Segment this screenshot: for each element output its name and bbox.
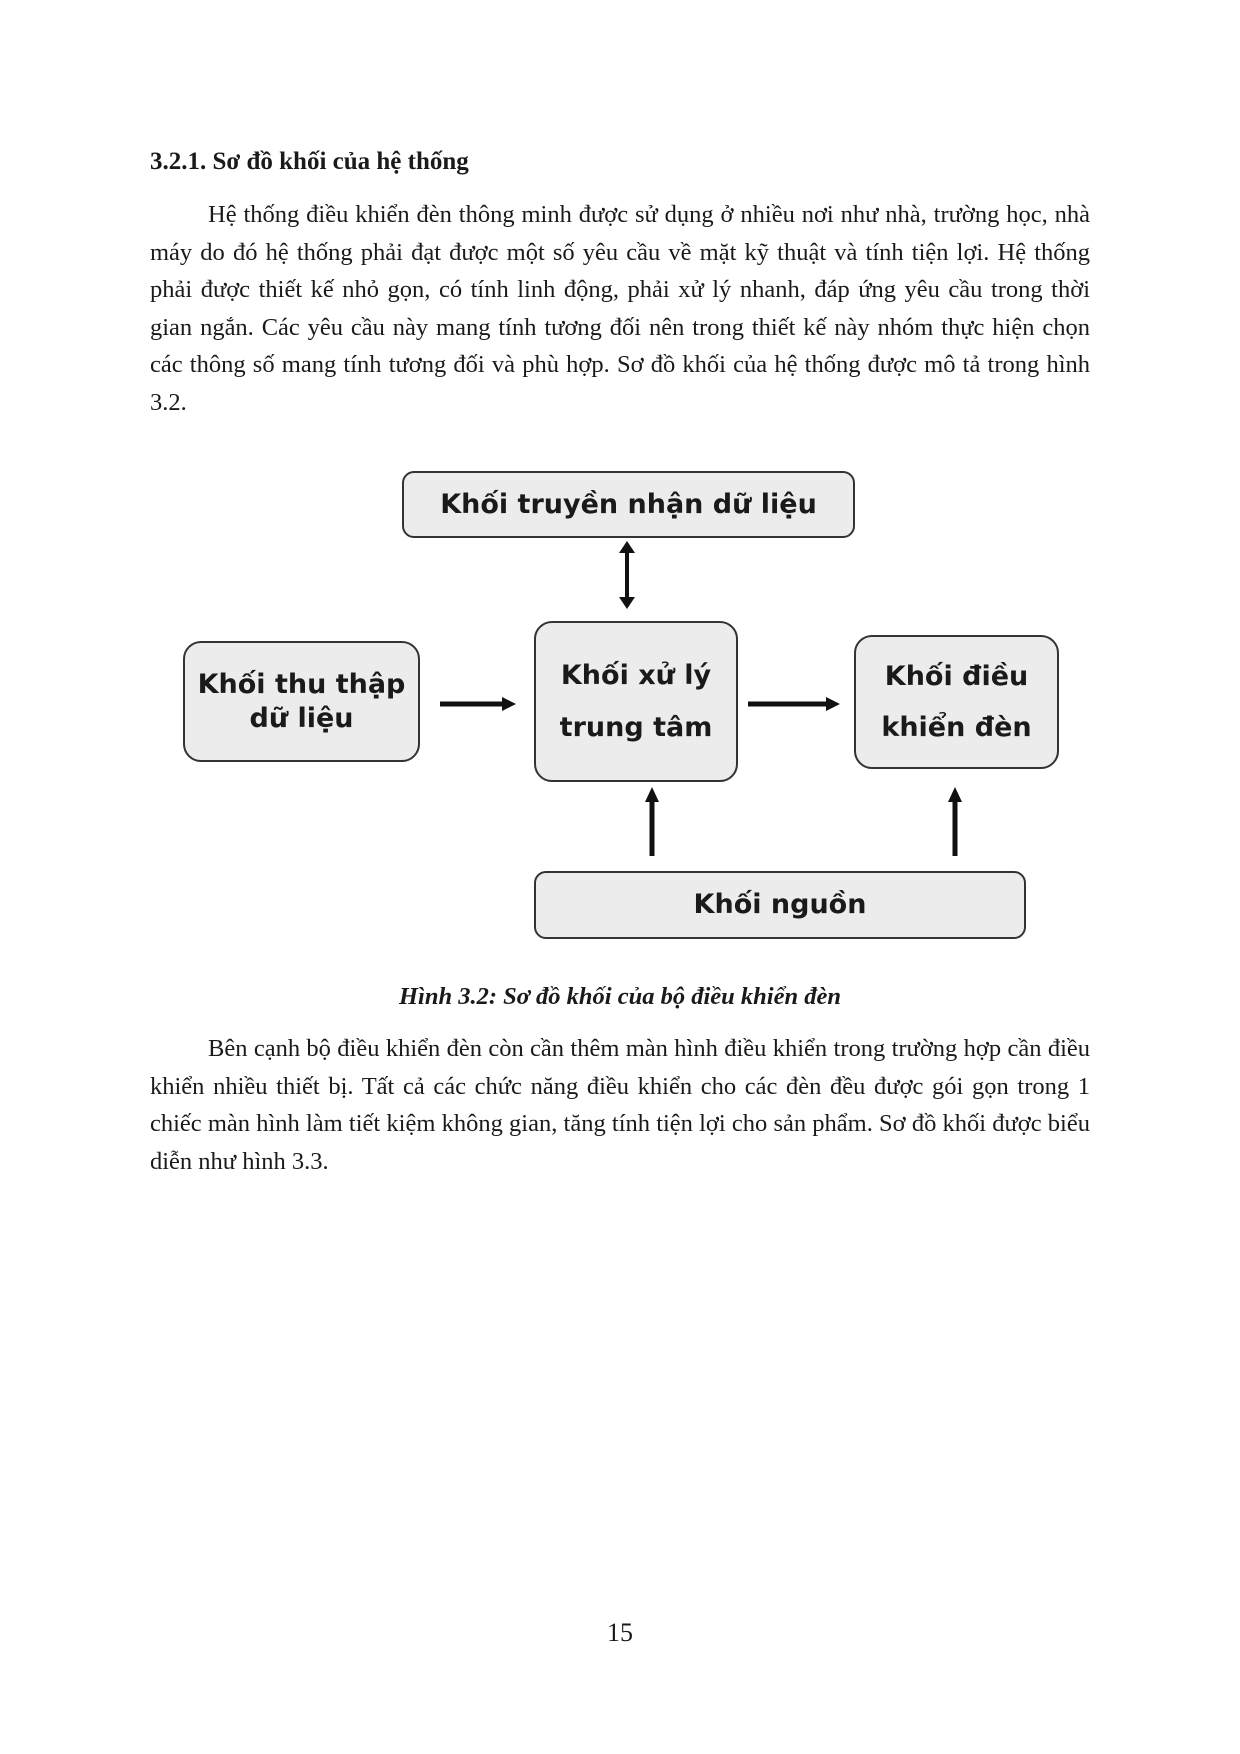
- central-processing-block: [534, 621, 738, 782]
- second-paragraph: Bên cạnh bộ điều khiển đèn còn cần thêm màn hình điều khiển trong trường hợp cần điều khiển nhiều thiết bị. Tất cả các chức năng điều khiển cho các đèn đều được gói gọn trong 1 chiếc màn hình làm tiết kiệm không gian, tăng tính tiện lợi cho sản phẩm. Sơ đồ khối được biểu diễn như hình 3.3.: [150, 1035, 1090, 1175]
- data-collection-label: Khối thu thập dữ liệu: [197, 668, 406, 734]
- figure-caption: Hình 3.2: Sơ đồ khối của bộ điều khiển đèn: [399, 983, 841, 1010]
- page-number: 15: [607, 1618, 633, 1647]
- light-control-label: Khối điều khiển đèn: [881, 660, 1032, 743]
- data-collection-block: [183, 641, 420, 762]
- arrow-central-to-light: [746, 692, 842, 716]
- intro-paragraph: Hệ thống điều khiển đèn thông minh được sử dụng ở nhiều nơi như nhà, trường học, nhà máy do đó hệ thống phải đạt được một số yêu cầu về mặt kỹ thuật và tính tiện lợi. Hệ thống phải được thiết kế nhỏ gọn, có tính linh động, phải xử lý nhanh, đáp ứng yêu cầu trong thời gian ngắn. Các yêu cầu này mang tính tương đối nên trong thiết kế này nhóm thực hiện chọn các thông số mang tính tương đối và phù hợp. Sơ đồ khối của hệ thống được mô tả trong hình 3.2.: [150, 201, 1090, 416]
- bidirectional-arrow: [612, 540, 642, 610]
- power-label: Khối nguồn: [693, 889, 867, 921]
- power-block: [534, 871, 1026, 939]
- data-transceiver-block: [402, 471, 855, 538]
- arrow-power-to-central: [640, 786, 664, 858]
- data-transceiver-label: Khối truyền nhận dữ liệu: [440, 488, 817, 520]
- arrow-collection-to-central: [438, 692, 518, 716]
- central-processing-label: Khối xử lý trung tâm: [559, 660, 713, 743]
- section-heading: 3.2.1. Sơ đồ khối của hệ thống: [150, 148, 469, 175]
- arrow-power-to-light: [943, 786, 967, 858]
- light-control-block: [854, 635, 1059, 769]
